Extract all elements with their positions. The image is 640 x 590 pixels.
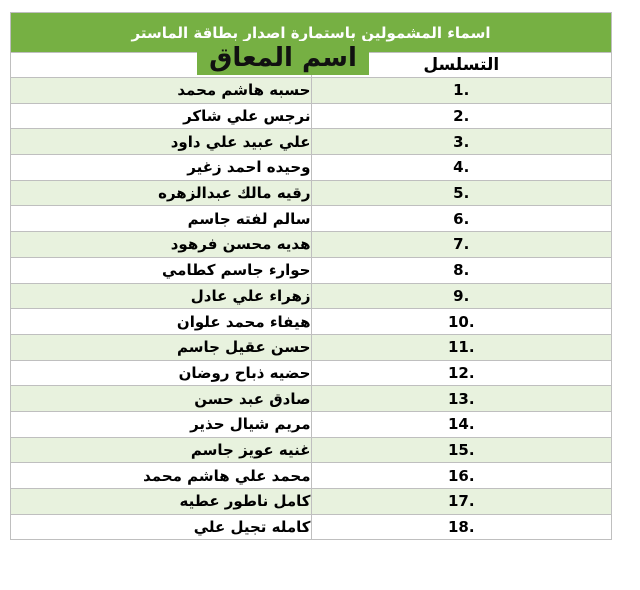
serial-cell: 8. bbox=[311, 257, 612, 283]
name-text: حوارء جاسم كطامي bbox=[162, 261, 311, 280]
serial-column-header: التسلسل bbox=[311, 53, 612, 78]
table-row bbox=[11, 489, 612, 515]
name-text: هديه محسن فرهود bbox=[170, 235, 311, 254]
name-text: مريم شيال حذير bbox=[190, 415, 311, 434]
name-cell bbox=[11, 437, 312, 463]
name-text: سالم لفته جاسم bbox=[187, 209, 311, 228]
table-row bbox=[11, 206, 612, 232]
name-text: كامله تجيل علي bbox=[193, 518, 311, 537]
name-text: غنيه عويز جاسم bbox=[190, 440, 311, 459]
serial-cell: 1. bbox=[311, 78, 612, 104]
name-cell bbox=[11, 103, 312, 129]
name-column-header-label: اسم المعاق bbox=[197, 41, 369, 75]
beneficiaries-sheet bbox=[10, 12, 612, 540]
serial-cell: 2. bbox=[311, 103, 612, 129]
serial-cell: 3. bbox=[311, 129, 612, 155]
serial-cell: 11. bbox=[311, 334, 612, 360]
table-row bbox=[11, 155, 612, 181]
table-row bbox=[11, 334, 612, 360]
name-text: حسبه هاشم محمد bbox=[177, 81, 311, 100]
serial-cell: 6. bbox=[311, 206, 612, 232]
name-cell bbox=[11, 155, 312, 181]
serial-cell: 13. bbox=[311, 386, 612, 412]
name-cell bbox=[11, 129, 312, 155]
serial-cell: 4. bbox=[311, 155, 612, 181]
table-row bbox=[11, 257, 612, 283]
table-row bbox=[11, 411, 612, 437]
table-row bbox=[11, 103, 612, 129]
serial-cell: 10. bbox=[311, 309, 612, 335]
name-cell bbox=[11, 334, 312, 360]
sheet-title: اسماء المشمولين باستمارة اصدار بطاقة الماستر bbox=[11, 13, 612, 53]
name-cell bbox=[11, 360, 312, 386]
name-text: كامل ناطور عطيه bbox=[179, 492, 311, 511]
table-row bbox=[11, 232, 612, 258]
name-text: رقيه مالك عبدالزهره bbox=[158, 184, 311, 203]
name-cell bbox=[11, 78, 312, 104]
serial-cell: 12. bbox=[311, 360, 612, 386]
name-cell bbox=[11, 257, 312, 283]
name-text: نرجس علي شاكر bbox=[183, 107, 311, 126]
table-row bbox=[11, 514, 612, 540]
name-cell bbox=[11, 283, 312, 309]
table-row bbox=[11, 463, 612, 489]
serial-cell: 5. bbox=[311, 180, 612, 206]
name-text: حسن عقيل جاسم bbox=[176, 338, 311, 357]
name-cell bbox=[11, 463, 312, 489]
table-row bbox=[11, 78, 612, 104]
name-text: هيفاء محمد علوان bbox=[176, 312, 311, 331]
name-text: علي عبيد علي داود bbox=[170, 132, 311, 151]
serial-cell: 15. bbox=[311, 437, 612, 463]
name-text: زهراء علي عادل bbox=[190, 286, 311, 305]
name-text: حضيه ذباح روضان bbox=[178, 363, 311, 382]
name-cell bbox=[11, 206, 312, 232]
name-cell bbox=[11, 489, 312, 515]
name-cell bbox=[11, 309, 312, 335]
table-row bbox=[11, 386, 612, 412]
table-row bbox=[11, 283, 612, 309]
table-row bbox=[11, 180, 612, 206]
table-row bbox=[11, 360, 612, 386]
serial-cell: 14. bbox=[311, 411, 612, 437]
header-row bbox=[11, 53, 612, 78]
serial-cell: 17. bbox=[311, 489, 612, 515]
name-text: محمد علي هاشم محمد bbox=[143, 466, 311, 485]
table-row bbox=[11, 437, 612, 463]
name-text: صادق عبد حسن bbox=[194, 389, 311, 408]
serial-cell: 16. bbox=[311, 463, 612, 489]
name-text: وحيده احمد زغير bbox=[187, 158, 311, 177]
name-cell bbox=[11, 411, 312, 437]
table-row bbox=[11, 129, 612, 155]
serial-cell: 9. bbox=[311, 283, 612, 309]
serial-cell: 7. bbox=[311, 232, 612, 258]
serial-cell: 18. bbox=[311, 514, 612, 540]
table-body bbox=[11, 78, 612, 540]
name-column-header bbox=[11, 43, 357, 78]
name-cell bbox=[11, 386, 312, 412]
name-cell bbox=[11, 514, 312, 540]
name-cell bbox=[11, 232, 312, 258]
beneficiaries-table bbox=[10, 12, 612, 540]
name-cell bbox=[11, 180, 312, 206]
table-row bbox=[11, 309, 612, 335]
